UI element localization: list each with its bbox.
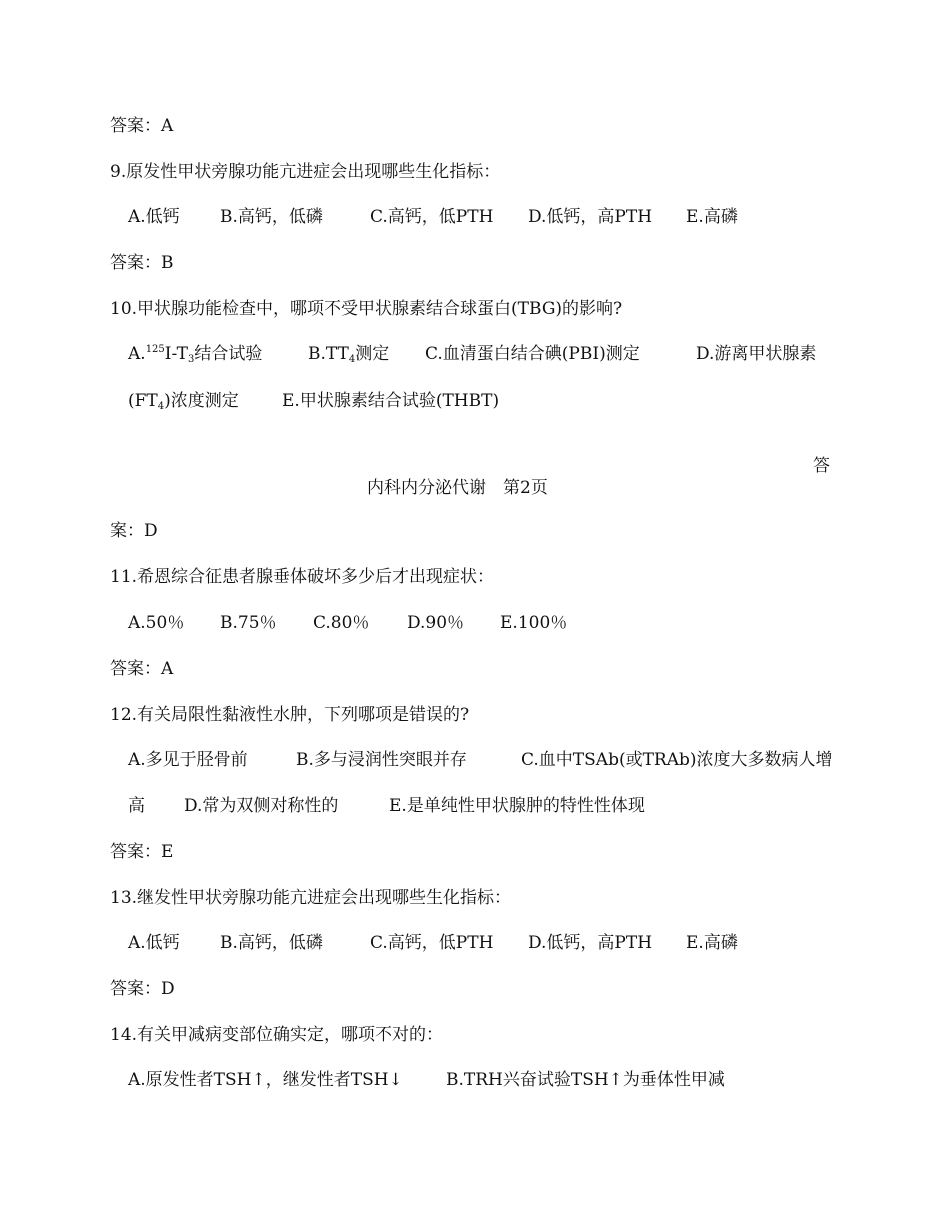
answer-q11: 答案：A bbox=[110, 659, 174, 679]
q14-option-a: A.原发性者TSH↑，继发性者TSH↓ bbox=[128, 1070, 403, 1090]
q14-option-b: B.TRH兴奋试验TSH↑为垂体性甲减 bbox=[446, 1070, 725, 1090]
q9-option-e: E.高磷 bbox=[686, 207, 738, 227]
q10-option-b: $B.TT_4$测定 bbox=[308, 344, 390, 365]
q13-option-e: E.高磷 bbox=[686, 933, 738, 953]
answer-q9: 答案：B bbox=[110, 253, 174, 273]
page-footer: 内科内分泌代谢 第2页 bbox=[367, 478, 548, 498]
q13-option-b: B.高钙，低磷 bbox=[220, 933, 323, 953]
q11-option-e: E.100％ bbox=[500, 613, 568, 633]
q13-option-c: C.高钙，低PTH bbox=[370, 933, 494, 953]
q9-option-d: D.低钙，高PTH bbox=[528, 207, 653, 227]
question-14-stem: 14.有关甲减病变部位确实定，哪项不对的： bbox=[110, 1025, 444, 1045]
q10-option-c: C.血清蛋白结合碘(PBI)测定 bbox=[425, 344, 640, 364]
question-10-stem: 10.甲状腺功能检查中，哪项不受甲状腺素结合球蛋白(TBG)的影响? bbox=[110, 299, 623, 319]
q11-option-c: C.80％ bbox=[313, 613, 370, 633]
q13-option-d: D.低钙，高PTH bbox=[528, 933, 653, 953]
answer-q12: 答案：E bbox=[110, 842, 174, 862]
q10-option-d-line1: D.游离甲状腺素 bbox=[696, 344, 817, 364]
answer-q8: 答案：A bbox=[110, 116, 174, 136]
q9-option-a: A.低钙 bbox=[128, 207, 180, 227]
q12-option-d: D.常为双侧对称性的 bbox=[184, 796, 339, 816]
answer-q13: 答案：D bbox=[110, 979, 175, 999]
q12-option-c-line2: 高 bbox=[128, 796, 145, 816]
question-9-stem: 9.原发性甲状旁腺功能亢进症会出现哪些生化指标： bbox=[110, 162, 501, 182]
q9-option-c: C.高钙，低PTH bbox=[370, 207, 494, 227]
q11-option-d: D.90％ bbox=[407, 613, 465, 633]
q12-option-b: B.多与浸润性突眼并存 bbox=[296, 750, 467, 770]
question-12-stem: 12.有关局限性黏液性水肿，下列哪项是错误的? bbox=[110, 705, 470, 725]
q13-option-a: A.低钙 bbox=[128, 933, 180, 953]
q9-option-b: B.高钙，低磷 bbox=[220, 207, 323, 227]
answer-q10-part2: 案：D bbox=[110, 521, 158, 541]
question-13-stem: 13.继发性甲状旁腺功能亢进症会出现哪些生化指标： bbox=[110, 888, 512, 908]
q12-option-a: A.多见于胫骨前 bbox=[128, 750, 248, 770]
answer-q10-part1: 答 bbox=[813, 456, 830, 476]
q10-option-e: E.甲状腺素结合试验(THBT) bbox=[282, 391, 500, 411]
q10-option-d-line2: $(FT_4)$浓度测定 bbox=[128, 391, 239, 412]
q12-option-e: E.是单纯性甲状腺肿的特性性体现 bbox=[389, 796, 645, 816]
q11-option-a: A.50％ bbox=[128, 613, 185, 633]
q10-option-a: $A.^{125}I-T_3$结合试验 bbox=[128, 344, 263, 365]
q12-option-c-line1: C.血中TSAb(或TRAb)浓度大多数病人增 bbox=[521, 750, 833, 770]
q11-option-b: B.75％ bbox=[220, 613, 277, 633]
question-11-stem: 11.希恩综合征患者腺垂体破坏多少后才出现症状： bbox=[110, 567, 495, 587]
